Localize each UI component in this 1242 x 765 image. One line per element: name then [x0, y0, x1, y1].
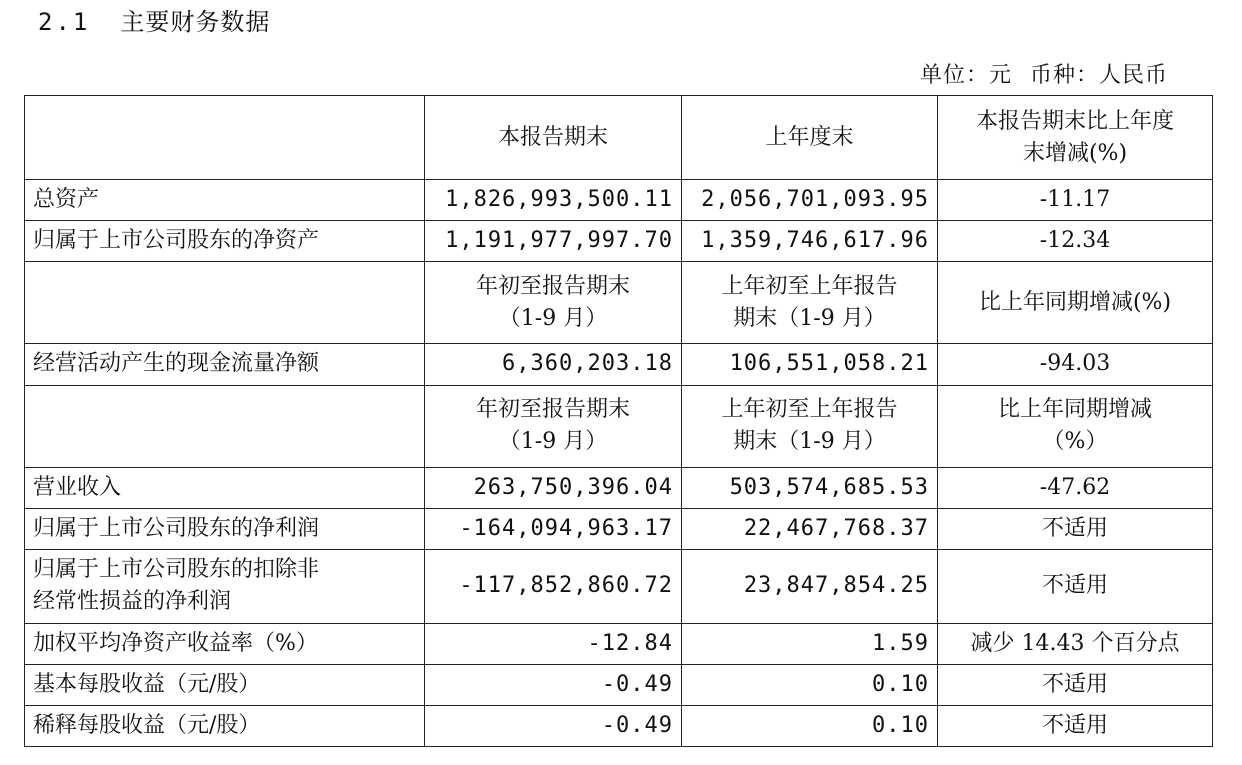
header-change-line2: 末增减(%) [1022, 140, 1128, 166]
value-current: 1,191,977,997.70 [425, 221, 682, 262]
subheader-ytd-line1: 年初至报告期末 [475, 397, 630, 423]
subheader-ytd [425, 385, 682, 467]
value-prior: 1.59 [682, 623, 938, 664]
value-current: -117,852,860.72 [425, 549, 682, 623]
section-title: 主要财务数据 [120, 8, 271, 36]
value-change: -94.03 [938, 344, 1213, 385]
table-subheader-row [25, 262, 1213, 344]
value-change: 不适用 [938, 549, 1213, 623]
table-row [25, 549, 1213, 623]
subheader-ytd [425, 262, 682, 344]
row-label: 稀释每股收益（元/股） [25, 705, 425, 746]
subheader-prior-ytd [682, 262, 938, 344]
value-prior: 23,847,854.25 [682, 549, 938, 623]
table-row [25, 180, 1213, 221]
row-label-line2: 经常性损益的净利润 [33, 589, 232, 615]
value-change: 不适用 [938, 664, 1213, 705]
value-prior: 0.10 [682, 705, 938, 746]
table-row [25, 705, 1213, 746]
header-last-year-end: 上年度末 [682, 96, 938, 180]
value-change: 不适用 [938, 508, 1213, 549]
table-row [25, 344, 1213, 385]
value-prior: 1,359,746,617.96 [682, 221, 938, 262]
row-label: 基本每股收益（元/股） [25, 664, 425, 705]
value-prior: 0.10 [682, 664, 938, 705]
value-current: -0.49 [425, 664, 682, 705]
row-label: 营业收入 [25, 467, 425, 508]
table-row [25, 221, 1213, 262]
table-row [25, 664, 1213, 705]
row-label-line1: 归属于上市公司股东的扣除非 [33, 557, 320, 583]
currency-label: 币种：人民币 [1029, 63, 1168, 88]
subheader-ytd-line2: （1-9 月） [498, 305, 608, 331]
subheader-prior-ytd-line2: 期末（1-9 月） [733, 429, 886, 455]
table-subheader-row [25, 385, 1213, 467]
header-change-pct [938, 96, 1213, 180]
table-header-row [25, 96, 1213, 180]
row-label: 归属于上市公司股东的净利润 [25, 508, 425, 549]
row-label: 经营活动产生的现金流量净额 [25, 344, 425, 385]
subheader-yoy-line2: （%） [1042, 429, 1108, 455]
subheader-prior-ytd [682, 385, 938, 467]
value-current: -12.84 [425, 623, 682, 664]
row-label: 加权平均净资产收益率（%） [25, 623, 425, 664]
row-label [25, 549, 425, 623]
subheader-prior-ytd-line1: 上年初至上年报告 [721, 397, 898, 423]
value-current: -0.49 [425, 705, 682, 746]
value-change: -47.62 [938, 467, 1213, 508]
table-row [25, 467, 1213, 508]
subheader-yoy-change [938, 385, 1213, 467]
financial-data-table [24, 95, 1213, 747]
header-period-end: 本报告期末 [425, 96, 682, 180]
row-label: 总资产 [25, 180, 425, 221]
value-current: -164,094,963.17 [425, 508, 682, 549]
subheader-prior-ytd-line1: 上年初至上年报告 [721, 273, 898, 299]
value-prior: 106,551,058.21 [682, 344, 938, 385]
subheader-ytd-line2: （1-9 月） [498, 429, 608, 455]
section-number: 2.1 [38, 8, 91, 36]
value-current: 1,826,993,500.11 [425, 180, 682, 221]
value-current: 263,750,396.04 [425, 467, 682, 508]
row-label: 归属于上市公司股东的净资产 [25, 221, 425, 262]
table-row [25, 508, 1213, 549]
value-change: 不适用 [938, 705, 1213, 746]
header-change-line1: 本报告期末比上年度 [975, 108, 1174, 134]
section-heading [38, 2, 270, 37]
subheader-empty-cell [25, 262, 425, 344]
value-prior: 22,467,768.37 [682, 508, 938, 549]
subheader-yoy-line1: 比上年同期增减 [997, 397, 1152, 423]
value-current: 6,360,203.18 [425, 344, 682, 385]
unit-label: 单位：元 [919, 63, 1012, 88]
unit-line [920, 58, 1168, 89]
subheader-ytd-line1: 年初至报告期末 [475, 273, 630, 299]
value-change: -11.17 [938, 180, 1213, 221]
subheader-empty-cell [25, 385, 425, 467]
value-change: 减少 14.43 个百分点 [938, 623, 1213, 664]
table-row [25, 623, 1213, 664]
subheader-yoy-change: 比上年同期增减(%) [938, 262, 1213, 344]
value-prior: 2,056,701,093.95 [682, 180, 938, 221]
subheader-prior-ytd-line2: 期末（1-9 月） [733, 305, 886, 331]
value-prior: 503,574,685.53 [682, 467, 938, 508]
header-empty-cell [25, 96, 425, 180]
value-change: -12.34 [938, 221, 1213, 262]
